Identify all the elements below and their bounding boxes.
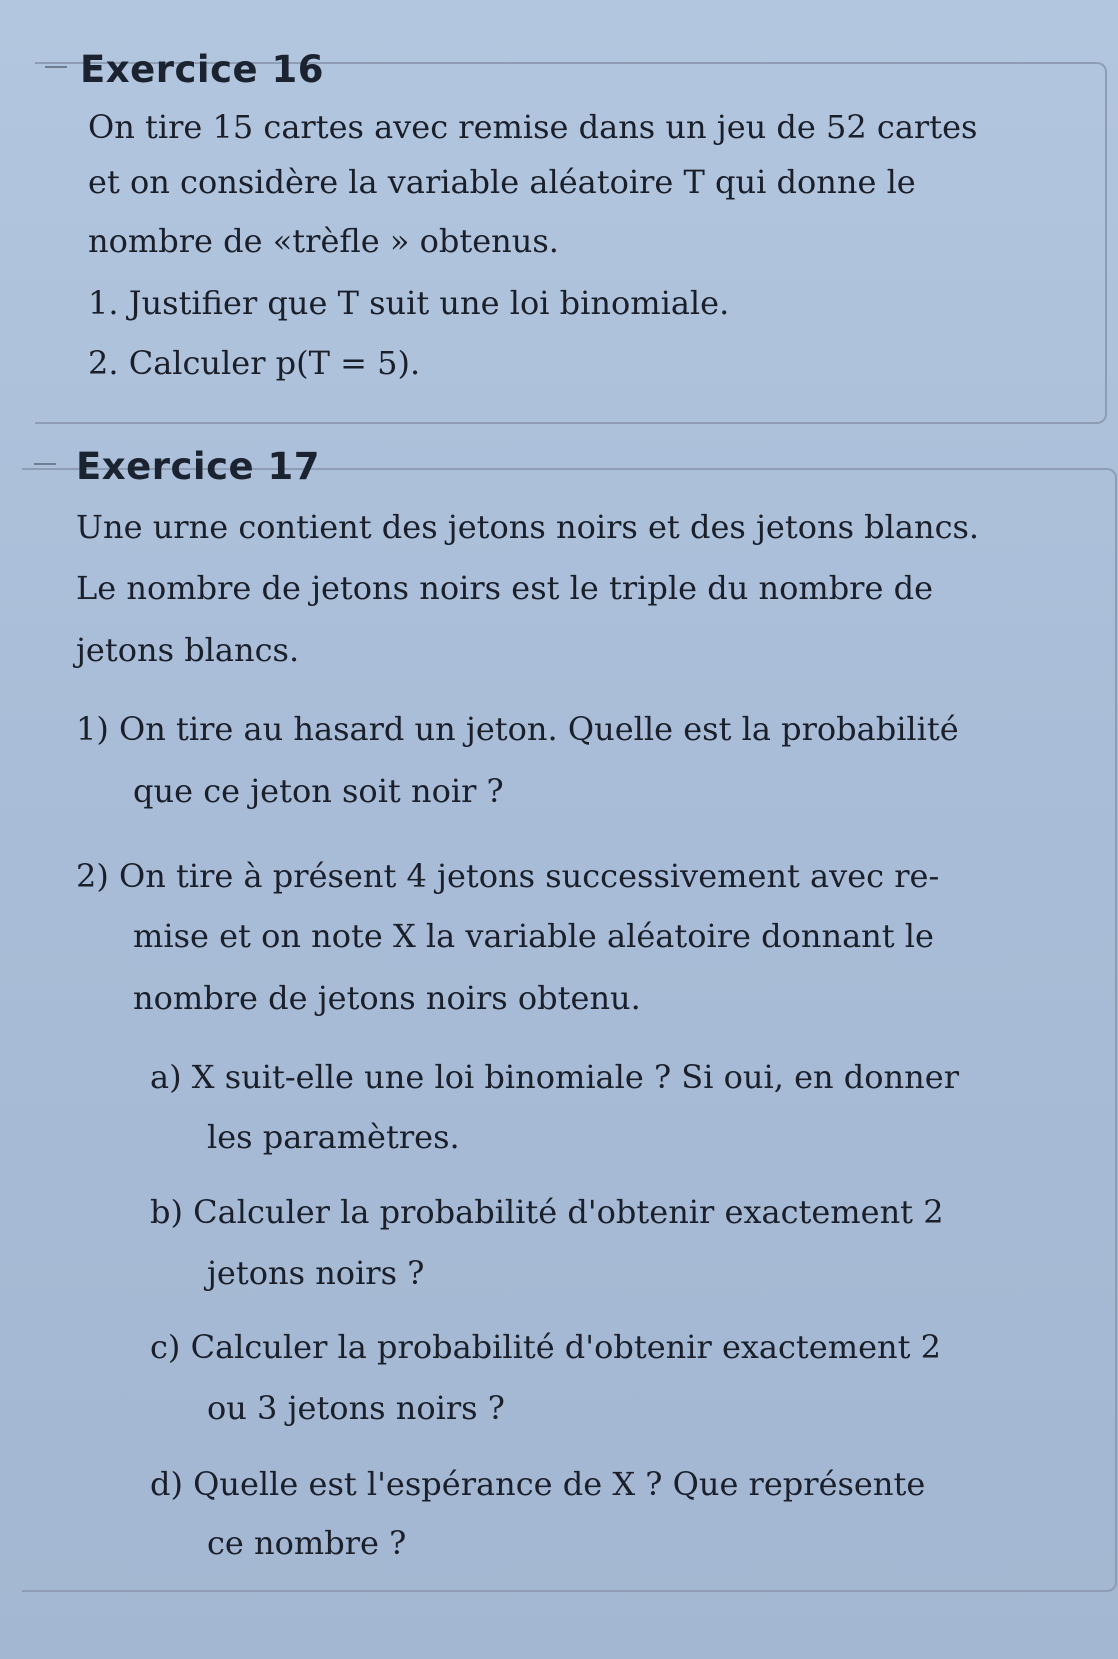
question-d-line-2: ce nombre ?	[207, 1524, 407, 1562]
exercise-17-intro-2: Le nombre de jetons noirs est le triple du nombre de	[76, 569, 933, 607]
question-1-line-1: 1) On tire au hasard un jeton. Quelle est la probabilité	[76, 710, 959, 748]
question-a-line-2: les paramètres.	[207, 1118, 460, 1156]
question-b-line-1: b) Calculer la probabilité d'obtenir exactement 2	[150, 1193, 944, 1231]
question-b-line-2: jetons noirs ?	[207, 1254, 425, 1292]
question-c-line-1: c) Calculer la probabilité d'obtenir exactement 2	[150, 1328, 941, 1366]
exercise-16-dash	[45, 66, 67, 68]
question-2-line-1: 2) On tire à présent 4 jetons successivement avec re-	[76, 857, 940, 895]
exercise-16-line-2: et on considère la variable aléatoire T qui donne le	[88, 163, 916, 201]
exercise-16-line-1: On tire 15 cartes avec remise dans un jeu de 52 cartes	[88, 108, 978, 146]
question-a-line-1: a) X suit-elle une loi binomiale ? Si oui, en donner	[150, 1058, 959, 1096]
question-d-line-1: d) Quelle est l'espérance de X ? Que représente	[150, 1465, 926, 1503]
question-2-line-2: mise et on note X la variable aléatoire donnant le	[133, 917, 934, 955]
question-2-line-3: nombre de jetons noirs obtenu.	[133, 979, 641, 1017]
exercise-17-intro-3: jetons blancs.	[76, 631, 300, 669]
question-c-line-2: ou 3 jetons noirs ?	[207, 1389, 505, 1427]
exercise-16-line-3: nombre de «trèfle » obtenus.	[88, 222, 559, 260]
exercise-17-intro-1: Une urne contient des jetons noirs et des jetons blancs.	[76, 508, 980, 546]
exercise-16-title: Exercice 16	[80, 48, 324, 91]
exercise-16-question-2: 2. Calculer p(T = 5).	[88, 344, 421, 382]
exercise-16-question-1: 1. Justifier que T suit une loi binomiale.	[88, 284, 730, 322]
exercise-17-dash	[34, 463, 56, 465]
exercise-17-title: Exercice 17	[76, 445, 320, 488]
question-1-line-2: que ce jeton soit noir ?	[133, 772, 504, 810]
